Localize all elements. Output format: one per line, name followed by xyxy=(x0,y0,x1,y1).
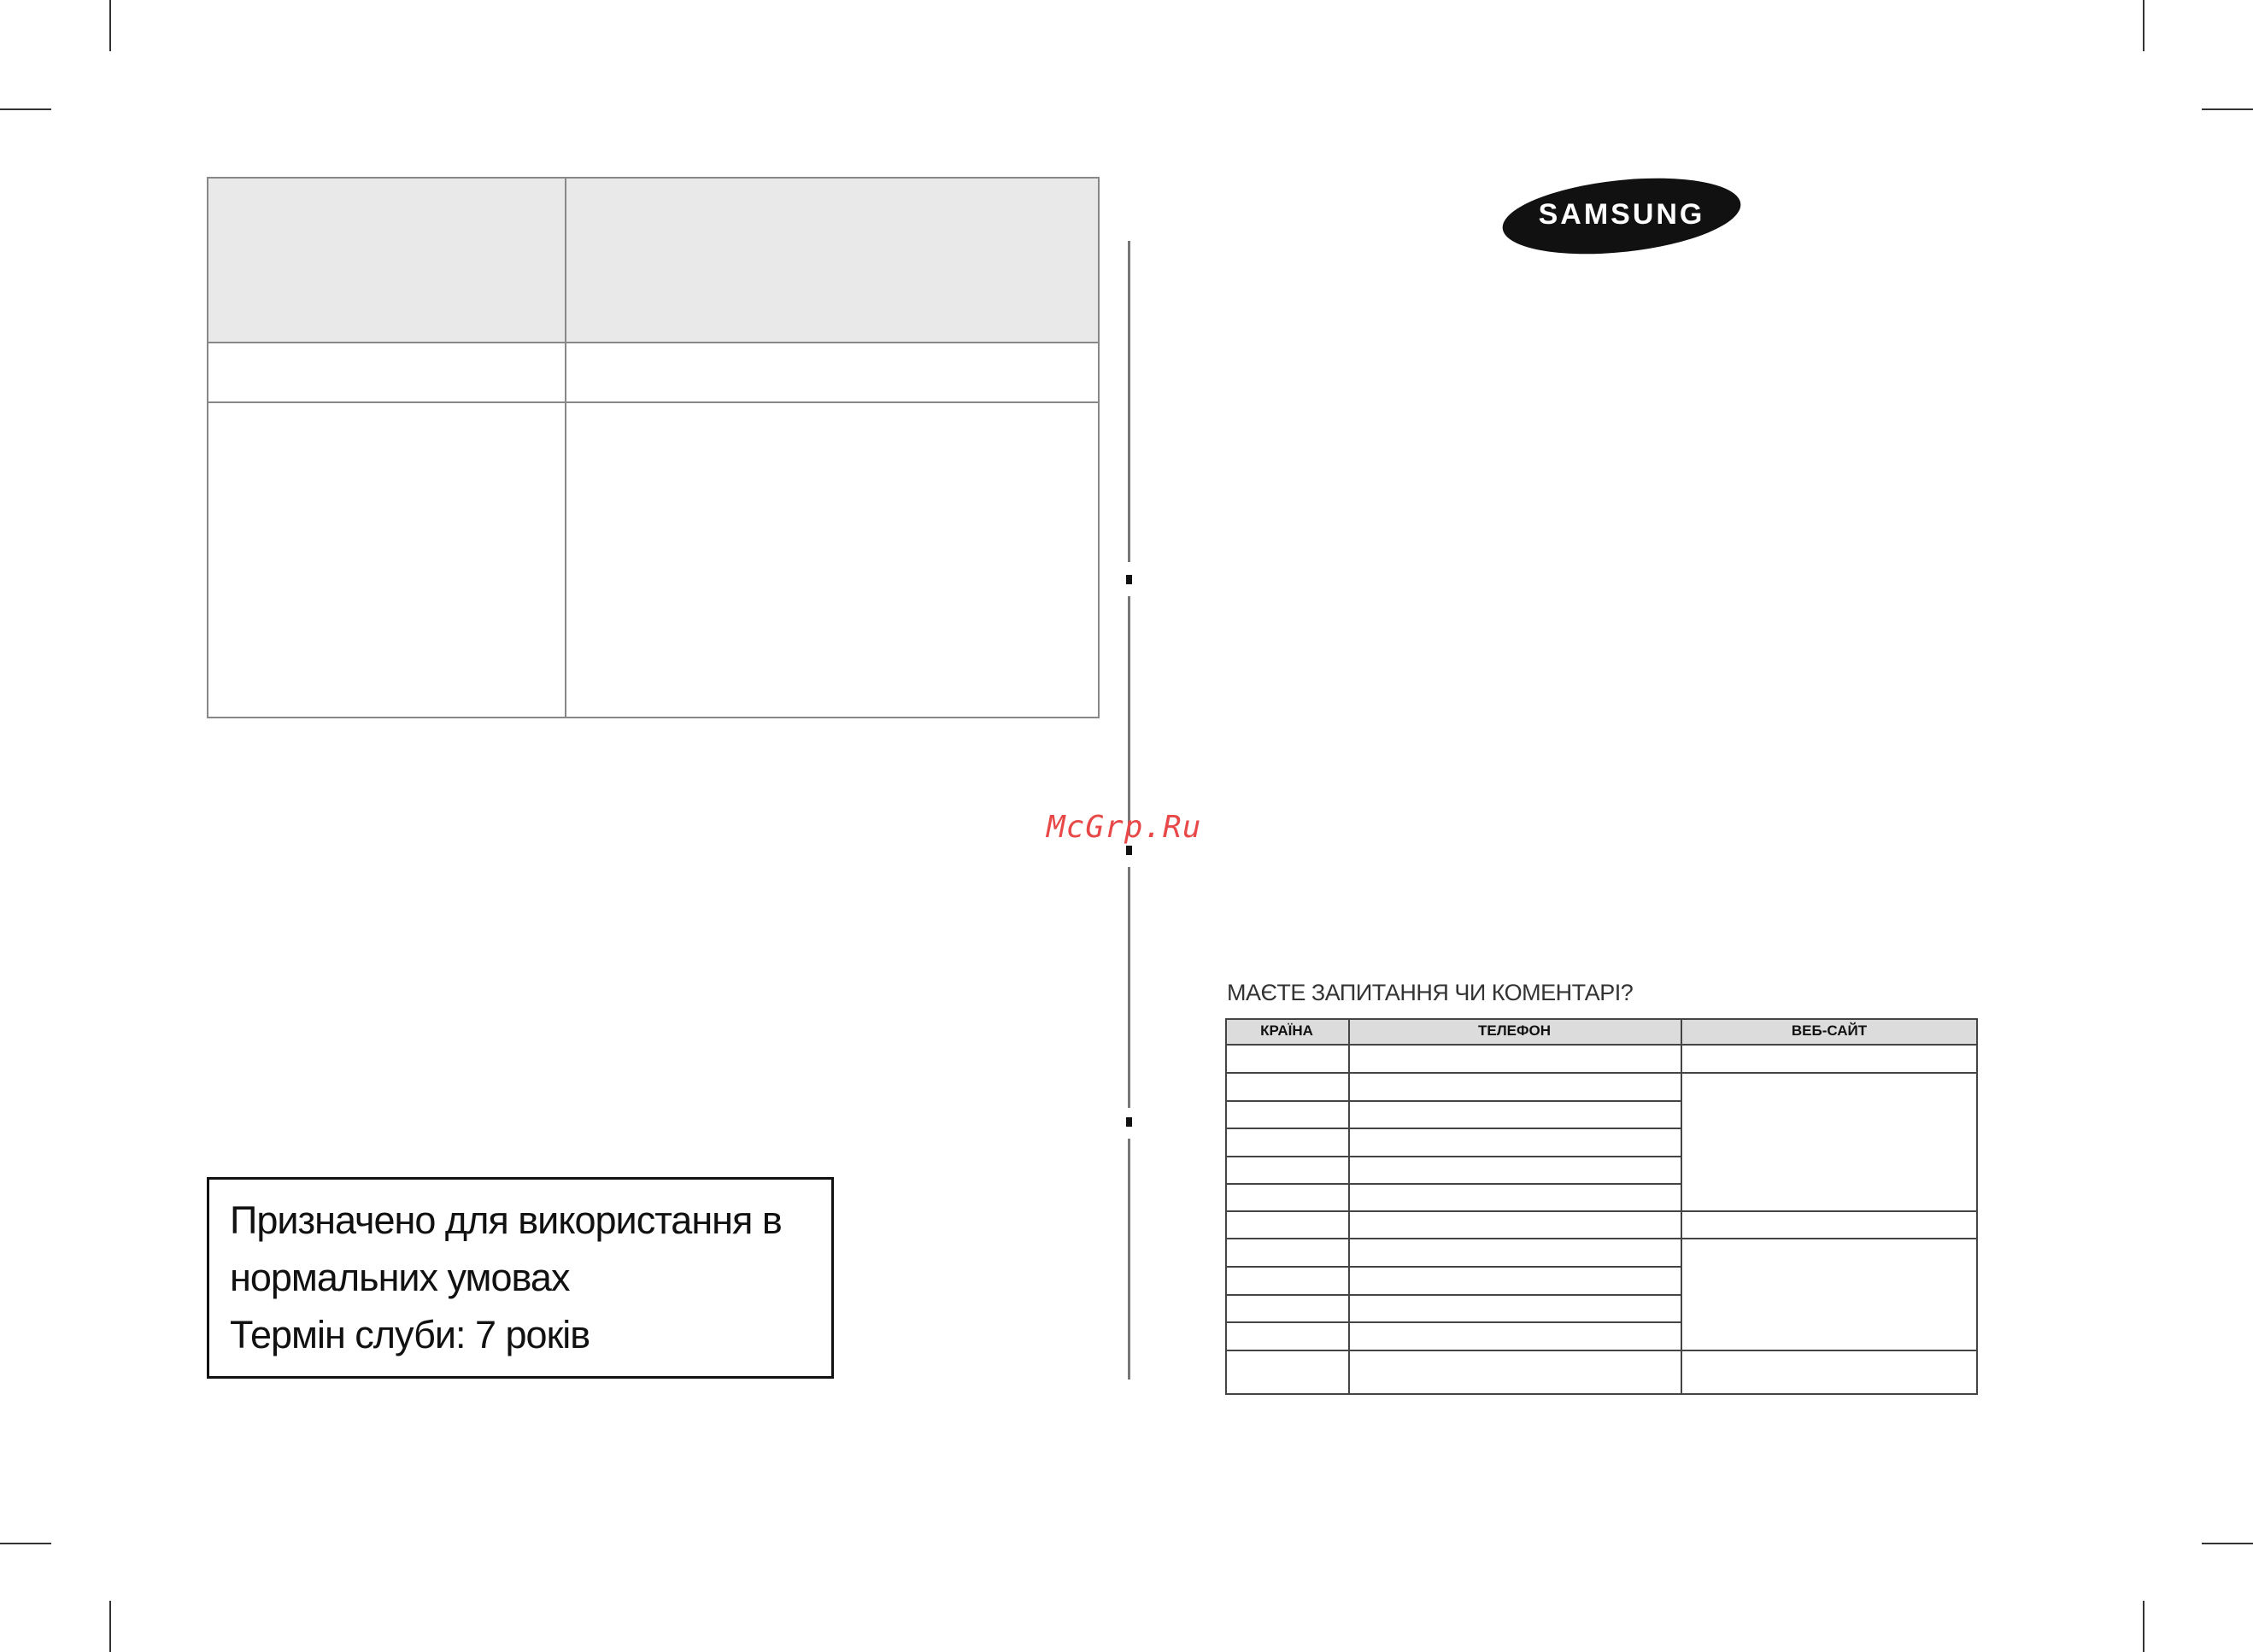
info-table-cell xyxy=(208,343,566,401)
info-table-row xyxy=(208,403,1098,717)
info-table xyxy=(207,177,1100,718)
table-row-line xyxy=(1225,1266,1682,1268)
crop-mark xyxy=(2143,0,2144,51)
crop-mark xyxy=(2202,1543,2253,1544)
table-row-line xyxy=(1225,1183,1682,1185)
table-row-line xyxy=(1225,1044,1978,1046)
table-row-line xyxy=(1225,1350,1978,1351)
crop-mark xyxy=(2202,108,2253,110)
info-table-cell xyxy=(566,343,1098,401)
table-border xyxy=(1225,1018,1227,1395)
fold-line xyxy=(1128,1139,1130,1380)
samsung-logo xyxy=(1500,176,1743,256)
table-row-line xyxy=(1225,1294,1682,1296)
table-row-line xyxy=(1225,1238,1978,1239)
contact-table xyxy=(1225,1018,1978,1395)
info-table-cell xyxy=(208,403,566,717)
table-divider xyxy=(1348,1018,1350,1395)
info-table-cell xyxy=(566,403,1098,717)
fold-line xyxy=(1128,867,1130,1108)
info-table-cell xyxy=(208,179,566,342)
info-table-cell xyxy=(566,179,1098,342)
table-row-line xyxy=(1225,1100,1682,1102)
table-row-line xyxy=(1225,1128,1682,1129)
info-table-row xyxy=(208,343,1098,403)
column-header-country: КРАЇНА xyxy=(1260,1022,1313,1039)
fold-line xyxy=(1128,241,1130,562)
contact-heading: МАЄТЕ ЗАПИТАННЯ ЧИ КОМЕНТАРІ? xyxy=(1227,980,1634,1005)
fold-mark xyxy=(1126,846,1132,855)
info-table-header-row xyxy=(208,179,1098,343)
column-header-website: ВЕБ-САЙТ xyxy=(1791,1022,1868,1039)
crop-mark xyxy=(0,1543,51,1544)
table-row-line xyxy=(1225,1321,1682,1323)
logo-text: SAMSUNG xyxy=(1538,198,1705,231)
table-row-line xyxy=(1225,1072,1978,1074)
table-row-line xyxy=(1225,1210,1978,1212)
table-row-line xyxy=(1225,1156,1682,1157)
note-line: Термін слуби: 7 років xyxy=(230,1313,590,1356)
crop-mark xyxy=(109,1601,111,1652)
fold-mark xyxy=(1126,1117,1132,1127)
table-border xyxy=(1976,1018,1978,1395)
table-border xyxy=(1225,1018,1978,1020)
watermark: McGrp.Ru xyxy=(1047,810,1202,845)
note-line: нормальних умовах xyxy=(230,1256,570,1299)
service-life-note xyxy=(207,1177,834,1379)
fold-line xyxy=(1128,596,1130,835)
crop-mark xyxy=(2143,1601,2144,1652)
crop-mark xyxy=(109,0,111,51)
crop-mark xyxy=(0,108,51,110)
note-line: Призначено для використання в xyxy=(230,1198,782,1242)
table-divider xyxy=(1681,1018,1682,1395)
table-border xyxy=(1225,1393,1978,1395)
fold-mark xyxy=(1126,575,1132,584)
column-header-phone: ТЕЛЕФОН xyxy=(1478,1022,1551,1039)
